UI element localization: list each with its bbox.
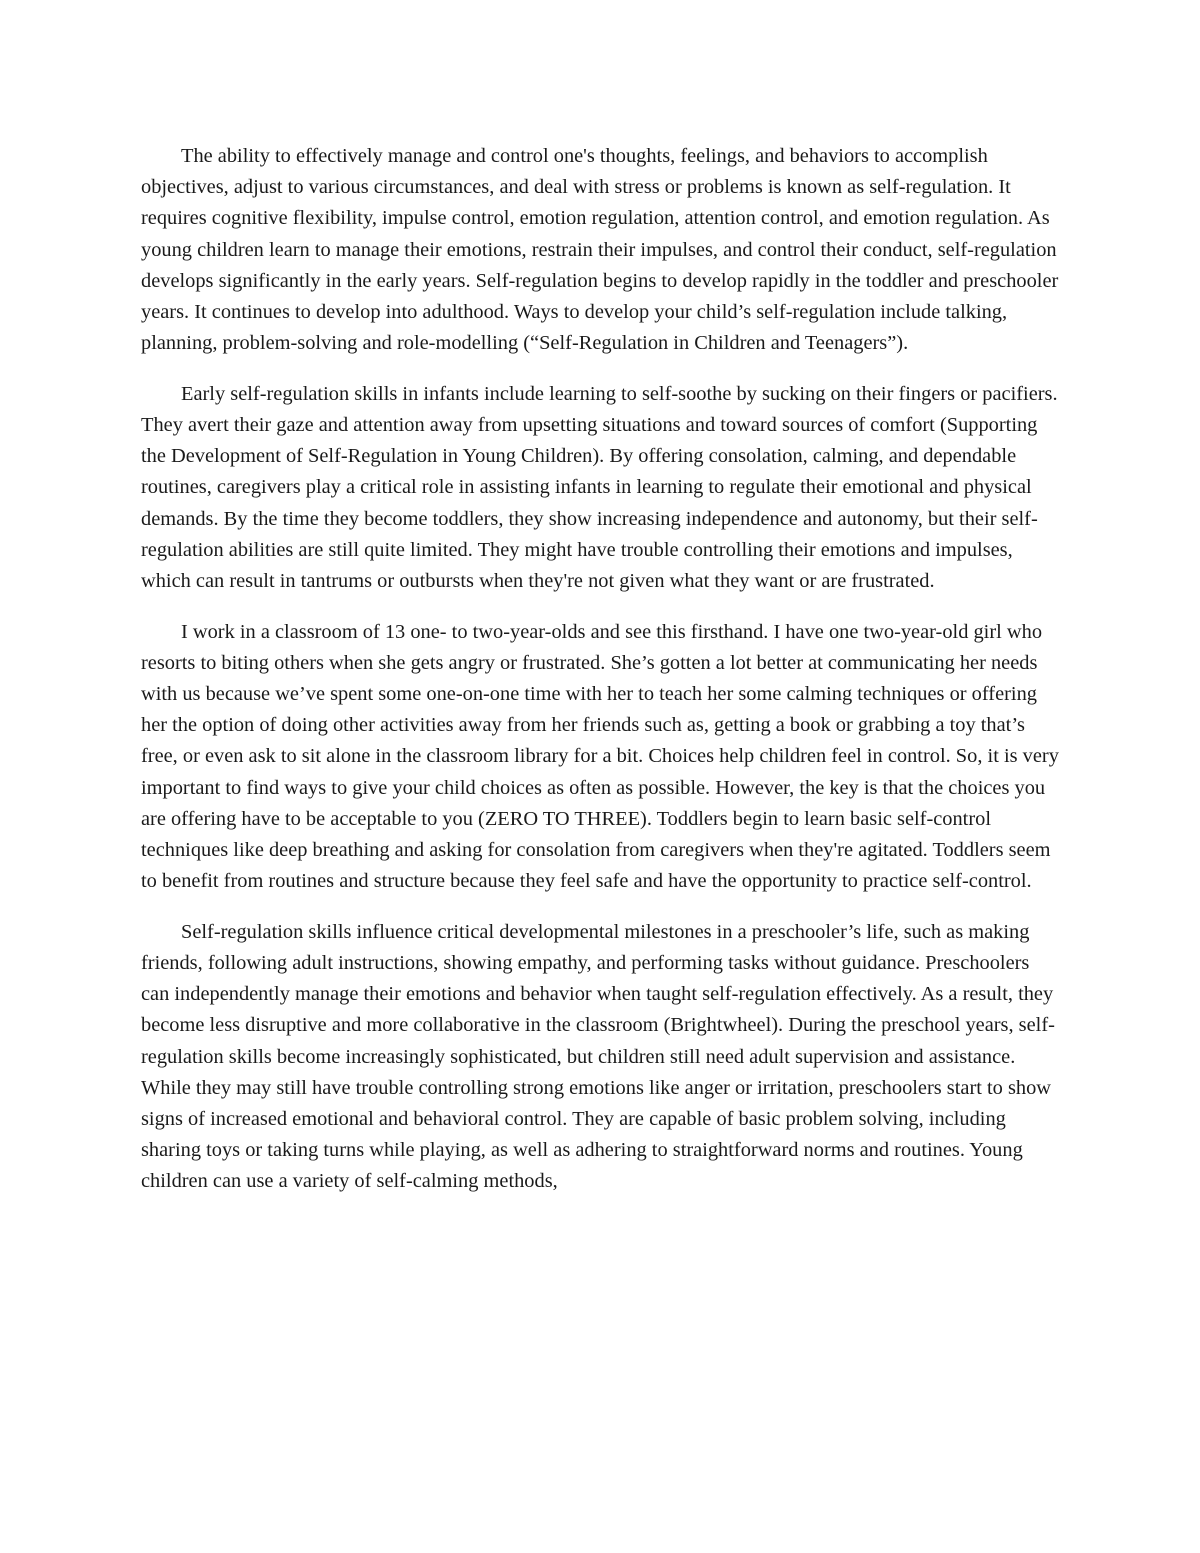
paragraph-definition: The ability to effectively manage and control one's thoughts, feelings, and behaviors to accomplish objectives, adjust to various circumstances, and deal with stress or problems is known as self-regulation. It requires cognitive flexibility, impulse control, emotion regulation, attention control, and emotion regulation. As young children learn to manage their emotions, restrain their impulses, and control their conduct, self-regulation develops significantly in the early years. Self-regulation begins to develop rapidly in the toddler and preschooler years. It continues to develop into adulthood. Ways to develop your child’s self-regulation include talking, planning, problem-solving and role-modelling (“Self-Regulation in Children and Teenagers”).	[141, 145, 1059, 355]
paragraph-classroom: I work in a classroom of 13 one- to two-year-olds and see this firsthand. I have one two-year-old girl who resorts to biting others when she gets angry or frustrated. She’s gotten a lot better at communicating her needs with us because we’ve spent some one-on-one time with her to teach her some calming techniques or offering her the option of doing other activities away from her friends such as, getting a book or grabbing a toy that’s free, or even ask to sit alone in the classroom library for a bit. Choices help children feel in control. So, it is very important to find ways to give your child choices as often as possible. However, the key is that the choices you are offering have to be acceptable to you (ZERO TO THREE). Toddlers begin to learn basic self-control techniques like deep breathing and asking for consolation from caregivers when they're agitated. Toddlers seem to benefit from routines and structure because they feel safe and have the opportunity to practice self-control.	[141, 620, 1059, 893]
document-body	[141, 141, 1061, 1217]
paragraph-infants: Early self-regulation skills in infants include learning to self-soothe by sucking on their fingers or pacifiers. They avert their gaze and attention away from upsetting situations and toward sources of comfort (Supporting the Development of Self-Regulation in Young Children). By offering consolation, calming, and dependable routines, caregivers play a critical role in assisting infants in learning to regulate their emotional and physical demands. By the time they become toddlers, they show increasing independence and autonomy, but their self-regulation abilities are still quite limited. They might have trouble controlling their emotions and impulses, which can result in tantrums or outbursts when they're not given what they want or are frustrated.	[141, 382, 1058, 593]
paragraph-preschoolers: Self-regulation skills influence critical developmental milestones in a preschooler’s life, such as making friends, following adult instructions, showing empathy, and performing tasks without guidance. Preschoolers can independently manage their emotions and behavior when taught self-regulation effectively. As a result, they become less disruptive and more collaborative in the classroom (Brightwheel). During the preschool years, self-regulation skills become increasingly sophisticated, but children still need adult supervision and assistance. While they may still have trouble controlling strong emotions like anger or irritation, preschoolers start to show signs of increased emotional and behavioral control. They are capable of basic problem solving, including sharing toys or taking turns while playing, as well as adhering to straightforward norms and routines. Young children can use a variety of self-calming methods,	[141, 920, 1055, 1193]
